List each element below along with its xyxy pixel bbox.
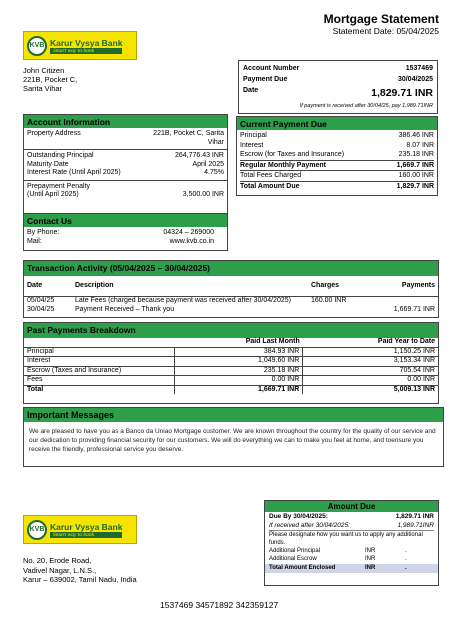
important-messages (23, 407, 444, 467)
past-row-ytd: 3,153.34 INR (393, 357, 435, 364)
payment-row (240, 150, 434, 160)
statement-date: Statement Date: 05/04/2025 (332, 26, 439, 36)
contact-us (23, 213, 228, 251)
past-row-last: 384.93 INR (174, 347, 303, 357)
payment-due-date: 30/04/2025 (397, 76, 433, 83)
total-enclosed-row (265, 564, 438, 573)
table-row (24, 357, 438, 367)
past-row-last: 235.18 INR (174, 366, 303, 376)
additional-principal-label: Additional Principal (269, 548, 321, 554)
account-summary (238, 60, 438, 114)
col-charges: Charges (311, 282, 340, 289)
payment-row-value: 1,669.7 INR (396, 161, 434, 169)
payment-row (240, 131, 434, 141)
payment-row-label: Total Fees Charged (240, 172, 302, 179)
due-by-amount: 1,829.71 INR (395, 513, 434, 520)
mail-label: Mail: (27, 237, 42, 245)
past-row-last: 1,669.71 INR (174, 385, 303, 394)
transaction-title: Transaction Activity (05/04/2025 – 30/04/2025) (24, 261, 438, 276)
bank-name: Karur Vysya Bank (50, 521, 123, 532)
col-category (24, 338, 174, 347)
page-title: Mortgage Statement (323, 12, 439, 26)
table-row (24, 347, 438, 357)
maturity-date: April 2025 (192, 160, 224, 168)
received-after-label: If received after 30/04/2025: (269, 521, 350, 529)
col-date: Date (27, 282, 43, 289)
past-row-ytd: 705.54 INR (399, 366, 435, 374)
apply-funds-instruction: Please designate how you want us to apply any additional funds. (269, 532, 423, 546)
penalty-label-2: (Until April 2025) (27, 191, 79, 198)
txn-payments (378, 297, 438, 306)
payment-row-label: Escrow (for Taxes and Insurance) (240, 151, 345, 158)
current-payment-title: Current Payment Due (237, 117, 437, 130)
amount-due-title: Amount Due (265, 501, 438, 512)
bank-logo (23, 31, 137, 60)
payment-row-value: 160.00 INR (398, 172, 434, 179)
past-row-last: 0.00 INR (174, 376, 303, 386)
past-payments (23, 322, 439, 404)
col-payments: Payments (401, 282, 435, 289)
phone-number[interactable]: 04324 – 269000 (163, 229, 214, 236)
received-after-amount: 1,989.71INR (397, 521, 434, 529)
customer-name: John Citizen (23, 66, 65, 75)
txn-date: 30/04/25 (27, 305, 55, 313)
messages-text: We are pleased to have you as a Banco da Uniao Mortgage customer. We are known throughout the country for the quality of our service and our dedication to providing financial security for our customers. We will do everything we can to make you feel at home, and toensure you receive the friendly, professional service you deserve. (29, 428, 436, 453)
total-enclosed-input[interactable]: . (405, 565, 407, 571)
past-row-label: Interest (24, 357, 174, 367)
property-address: 221B, Pocket C, Sarita Vihar (153, 130, 224, 146)
penalty-label-1: Prepayment Penalty (27, 182, 91, 190)
bank-addr-line3: Karur – 639002, Tamil Nadu, India (23, 575, 137, 584)
past-row-ytd: 1,150.25 INR (393, 347, 435, 355)
past-row-label: Total (24, 385, 174, 394)
currency-label: INR (365, 556, 376, 562)
messages-title: Important Messages (24, 408, 443, 422)
past-payments-table (24, 338, 438, 394)
past-payments-title: Past Payments Breakdown (24, 323, 438, 338)
phone-label: By Phone: (27, 229, 60, 236)
bank-logo-footer (23, 515, 137, 544)
payment-row-value: 386.46 INR (398, 132, 434, 139)
past-row-label: Principal (24, 347, 174, 357)
past-row-label: Fees (24, 376, 174, 386)
currency-label: INR (365, 548, 376, 554)
txn-charges: 160.00 INR (311, 297, 347, 304)
payment-row-label: Total Amount Due (240, 182, 300, 190)
currency-label: INR (365, 565, 376, 571)
date-label: Date (243, 87, 259, 94)
account-information (23, 114, 228, 215)
additional-principal-input[interactable]: . (405, 548, 407, 554)
table-row (24, 297, 438, 306)
payment-row-value: 8.07 INR (406, 141, 434, 149)
customer-addr-line2: Sarita Vihar (23, 84, 63, 93)
maturity-label: Maturity Date (27, 160, 69, 168)
late-payment-note: If payment is received after 30/04/25, pay 1,989.71INR (299, 103, 433, 109)
kvb-emblem-icon: KVB (27, 36, 47, 56)
account-number-label: Account Number (243, 65, 300, 72)
principal-label: Outstanding Principal (27, 152, 94, 159)
table-row (24, 306, 438, 315)
current-payment-due (236, 116, 438, 196)
payment-due-label: Payment Due (243, 76, 288, 83)
txn-charges (308, 306, 378, 315)
payment-row-value: 235.18 INR (398, 151, 434, 158)
due-by-label: Due By 30/04/2025: (269, 513, 328, 520)
col-paid-last-month: Paid Last Month (245, 338, 300, 345)
micr-code: 1537469 34571892 342359127 (160, 600, 279, 610)
statement-header (324, 12, 439, 36)
past-row-ytd: 5,009.13 INR (393, 385, 435, 393)
payment-row (240, 141, 434, 151)
payment-row-value: 1,829.7 INR (396, 182, 434, 190)
additional-escrow-input[interactable]: . (405, 556, 407, 562)
amount-due-slip (264, 500, 439, 586)
past-row-ytd: 0.00 INR (407, 376, 435, 383)
payment-row-label: Regular Monthly Payment (240, 161, 326, 169)
transaction-table (24, 282, 438, 314)
bank-addr-line2: Vadivel Nagar, L.N.S., (23, 565, 97, 575)
property-address-label: Property Address (27, 130, 81, 137)
total-enclosed-label: Total Amount Enclosed (269, 565, 336, 571)
col-paid-ytd: Paid Year to Date (377, 338, 435, 345)
bank-name: Karur Vysya Bank (50, 37, 123, 48)
bank-addr-line1: No. 20, Erode Road, (23, 556, 92, 565)
account-number: 1537469 (405, 65, 433, 72)
contact-title: Contact Us (24, 214, 227, 227)
additional-escrow-label: Additional Escrow (269, 556, 317, 562)
customer-addr-line1: 221B, Pocket C, (23, 75, 78, 84)
payment-row (240, 181, 434, 192)
payment-row-label: Principal (240, 132, 267, 139)
payment-row (240, 170, 434, 181)
col-description: Description (75, 282, 114, 289)
amount-due-value: 1,829.71 INR (371, 87, 433, 99)
txn-description: Late Fees (charged because payment was received after 30/04/2025) (75, 297, 291, 304)
past-row-last: 1,049.60 INR (174, 357, 303, 367)
prepayment-penalty: 3,500.00 INR (182, 191, 224, 198)
account-information-title: Account Information (24, 115, 227, 128)
table-row (24, 376, 438, 386)
bank-tagline: Smart way to bank (50, 532, 122, 538)
kvb-emblem-icon: KVB (27, 520, 47, 540)
transaction-activity (23, 260, 439, 318)
customer-address (23, 66, 77, 93)
interest-rate-label: Interest Rate (Until April 2025) (27, 169, 121, 176)
txn-date: 05/04/25 (27, 297, 55, 304)
table-row (24, 385, 438, 394)
bank-tagline: Smart way to bank (50, 48, 122, 54)
outstanding-principal: 264,776.43 INR (174, 152, 224, 159)
txn-description: Payment Received – Thank you (75, 305, 175, 313)
txn-payments: 1,669.71 INR (393, 305, 435, 313)
table-row (24, 366, 438, 376)
website-link[interactable]: www.kvb.co.in (169, 237, 214, 245)
payment-row-label: Interest (240, 141, 264, 149)
past-row-label: Escrow (Taxes and Insurance) (24, 366, 174, 376)
bank-address (23, 556, 137, 585)
payment-row (240, 160, 434, 171)
interest-rate: 4.75% (204, 169, 224, 176)
